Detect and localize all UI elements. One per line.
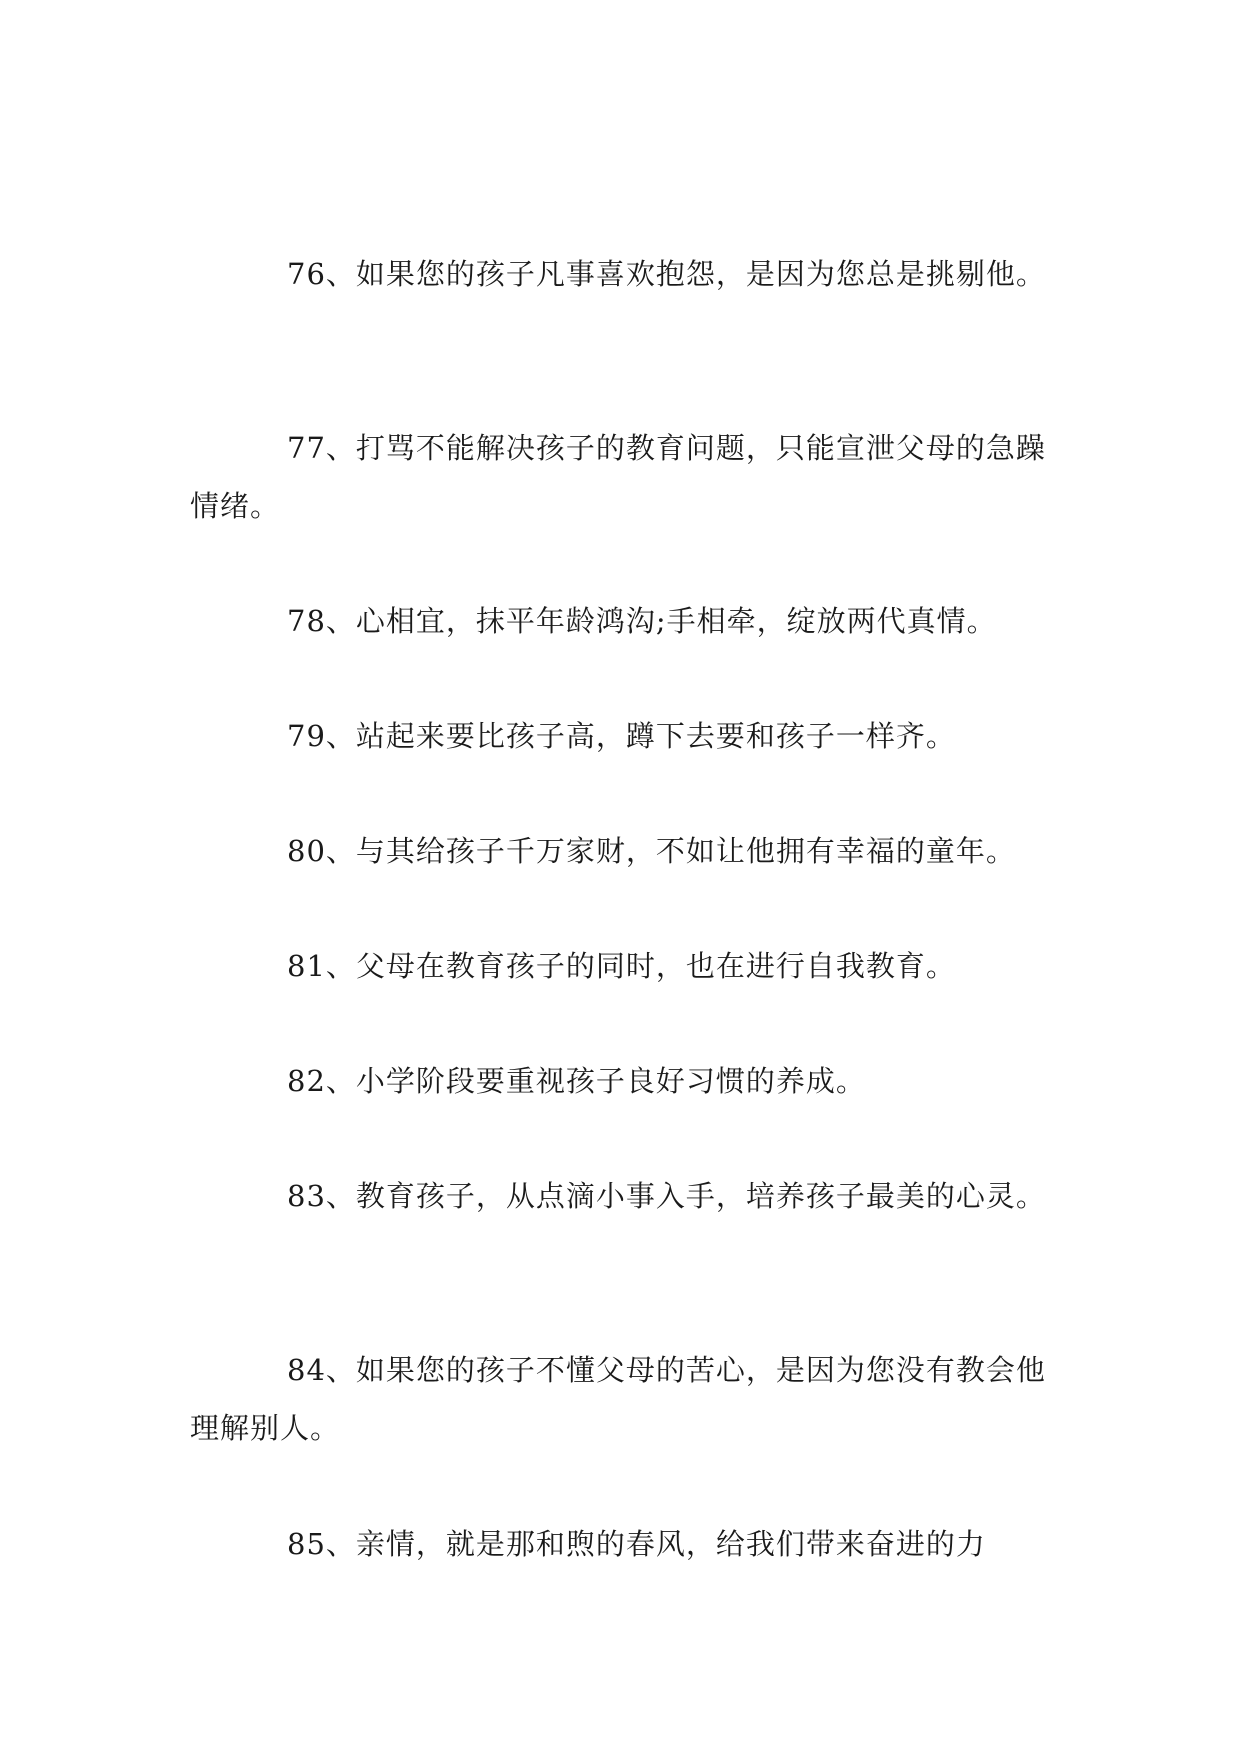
paragraph-text: 80、与其给孩子千万家财，不如让他拥有幸福的童年。 bbox=[287, 834, 1016, 868]
paragraph-text: 81、父母在教育孩子的同时，也在进行自我教育。 bbox=[287, 949, 956, 983]
paragraph-text: 85、亲情，就是那和煦的春风，给我们带来奋进的力 bbox=[287, 1527, 986, 1561]
paragraph-text: 83、教育孩子，从点滴小事入手，培养孩子最美的心灵。 bbox=[287, 1179, 1046, 1213]
paragraph-85 bbox=[190, 1515, 1050, 1573]
paragraph-83 bbox=[190, 1167, 1050, 1225]
paragraph-76 bbox=[190, 245, 1050, 303]
paragraph-77 bbox=[190, 419, 1050, 535]
paragraph-text: 78、心相宜，抹平年龄鸿沟;手相牵，绽放两代真情。 bbox=[287, 604, 997, 638]
paragraph-text: 84、如果您的孩子不懂父母的苦心，是因为您没有教会他理解别人。 bbox=[190, 1353, 1046, 1445]
paragraph-81 bbox=[190, 937, 1050, 995]
paragraph-82 bbox=[190, 1052, 1050, 1110]
paragraph-80 bbox=[190, 822, 1050, 880]
paragraph-84 bbox=[190, 1341, 1050, 1457]
paragraph-text: 82、小学阶段要重视孩子良好习惯的养成。 bbox=[287, 1064, 866, 1098]
paragraph-text: 79、站起来要比孩子高，蹲下去要和孩子一样齐。 bbox=[287, 719, 956, 753]
paragraph-79 bbox=[190, 707, 1050, 765]
paragraph-78 bbox=[190, 592, 1050, 650]
paragraph-text: 77、打骂不能解决孩子的教育问题，只能宣泄父母的急躁情绪。 bbox=[190, 431, 1046, 523]
paragraph-text: 76、如果您的孩子凡事喜欢抱怨，是因为您总是挑剔他。 bbox=[287, 257, 1046, 291]
